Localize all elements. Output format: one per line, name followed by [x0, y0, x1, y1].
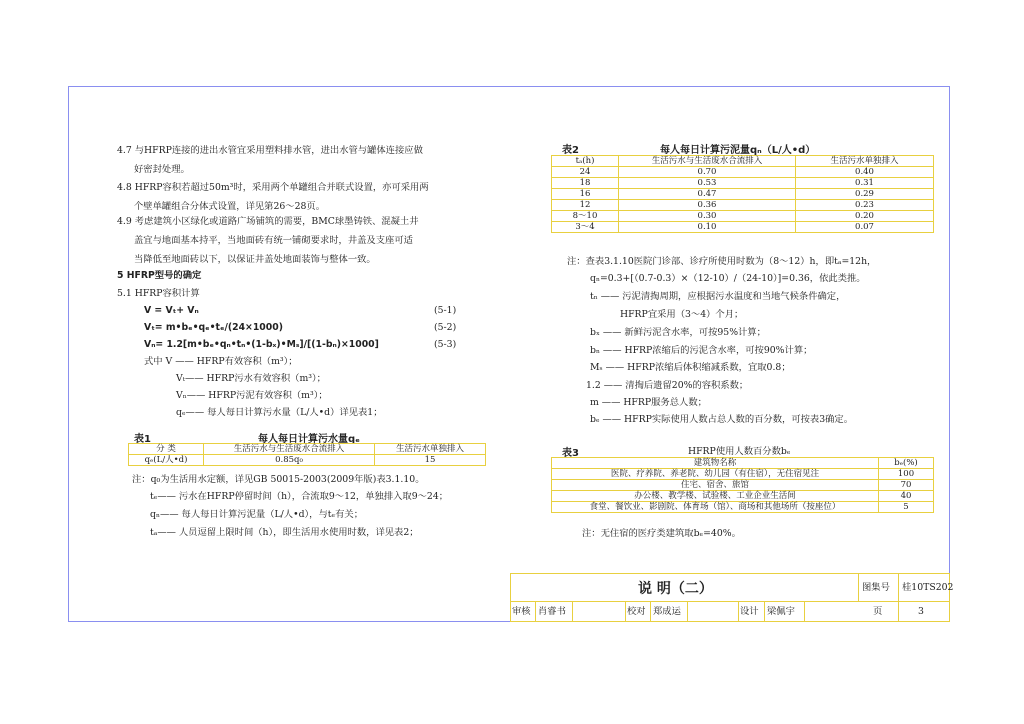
def-ms: Mₛ —— HFRP浓缩后体积缩减系数，宜取0.8； [590, 362, 791, 373]
table3-cell: 住宅、宿舍、旅馆 [552, 480, 879, 491]
note-table3: 注：无住宿的医疗类建筑取bₑ=40%。 [582, 528, 741, 539]
note-q0: 注：q₀为生活用水定额，详见GB 50015-2003(2009年版)表3.1.10。 [132, 474, 425, 485]
table2-header: 生活污水单独排入 [796, 156, 934, 167]
table2-cell: 0.30 [619, 211, 796, 222]
table2-header: 生活污水与生活废水合流排入 [619, 156, 796, 167]
title-block-divider [535, 601, 536, 622]
section-5-heading: 5 HFRP型号的确定 [117, 270, 202, 281]
table1-cell: 0.85q₀ [204, 455, 375, 466]
table1-header: 生活污水单独排入 [375, 444, 486, 455]
table2-label: 表2 [562, 145, 579, 156]
formula-5-2: Vₜ= m•bₑ•qₑ•tₑ/(24×1000) [144, 322, 283, 333]
def-v: 式中 V —— HFRP有效容积（m³）； [144, 356, 298, 367]
title-block-divider [572, 601, 573, 622]
table3-cell: 40 [879, 491, 934, 502]
table1-header: 生活污水与生活废水合流排入 [204, 444, 375, 455]
note-table2: 注：查表3.1.10医院门诊部、诊疗所使用时数为（8～12）h，即tₐ=12h， [567, 256, 877, 267]
formula-5-3-number: (5-3) [434, 339, 457, 350]
table3-label: 表3 [562, 448, 579, 459]
table2-cell: 0.07 [796, 222, 934, 233]
table3-cell: 100 [879, 469, 934, 480]
para-4-9: 4.9 考虑建筑小区绿化或道路广场铺筑的需要，BMC球墨铸铁、混凝土井 盖宜与地面基本持平，当地面砖有统一铺砌要求时，井盖及支座可适 当降低至地面砖以下，以保证井盖处地面装饰与整体一致。 [117, 216, 419, 265]
table2-cell: 16 [552, 189, 619, 200]
sheet-title: 说 明（二） [638, 581, 713, 597]
def-m: m —— HFRP服务总人数； [590, 397, 707, 408]
table3-header: bₑ(%) [879, 458, 934, 469]
section-5-1-heading: 5.1 HFRP容积计算 [117, 288, 200, 299]
table1-cell: 15 [375, 455, 486, 466]
designer-name: 梁佩宇 [767, 606, 795, 617]
def-qn: qₙ—— 每人每日计算污泥量（L/人•d），与tₑ有关； [150, 509, 363, 520]
formula-5-1: V = Vₜ+ Vₙ [144, 305, 199, 316]
table2-cell: 24 [552, 167, 619, 178]
table2 [551, 155, 934, 233]
table2-title: 每人每日计算污泥量qₙ（L/人•d） [660, 145, 816, 156]
page-label: 页 [873, 606, 883, 617]
table3 [551, 457, 934, 513]
calc-qn: qₙ=0.3+[（0.7-0.3）×（12-10）/（24-10）]=0.36，依此类推。 [590, 273, 866, 284]
review-label: 审核 [512, 606, 531, 617]
title-block-divider [625, 601, 626, 622]
formula-5-3: Vₙ= 1.2[m•bₑ•qₙ•tₙ•(1-bₓ)•Mₛ]/[(1-bₙ)×1000] [144, 339, 379, 350]
table1-cell: qₑ(L/人•d) [129, 455, 204, 466]
table3-cell: 70 [879, 480, 934, 491]
def-bx: bₓ —— 新鲜污泥含水率，可按95%计算； [590, 327, 766, 338]
title-block-divider [650, 601, 651, 622]
def-bf: bₑ —— HFRP实际使用人数占总人数的百分数，可按表3确定。 [590, 414, 854, 425]
table2-cell: 8～10 [552, 211, 619, 222]
table3-cell: 医院、疗养院、养老院、幼儿园（有住宿），无住宿见注 [552, 469, 879, 480]
table2-cell: 0.47 [619, 189, 796, 200]
formula-5-2-number: (5-2) [434, 322, 457, 333]
table1 [128, 443, 486, 466]
table3-cell: 食堂、餐饮业、影剧院、体育场（馆）、商场和其他场所（按座位） [552, 502, 879, 513]
table2-cell: 0.70 [619, 167, 796, 178]
def-1-2: 1.2 —— 清掏后遗留20%的容积系数； [586, 380, 749, 391]
def-tw: tₑ—— 污水在HFRP停留时间（h），合流取9～12，单独排入取9～24； [150, 491, 449, 502]
title-block-divider [898, 573, 899, 622]
table3-header: 建筑物名称 [552, 458, 879, 469]
table2-cell: 0.23 [796, 200, 934, 211]
table1-title: 每人每日计算污水量qₑ [258, 434, 360, 445]
table3-cell: 5 [879, 502, 934, 513]
table2-cell: 0.40 [796, 167, 934, 178]
title-block-divider [858, 573, 859, 601]
def-qw: qₑ—— 每人每日计算污水量（L/人•d）详见表1； [176, 407, 383, 418]
table2-cell: 0.31 [796, 178, 934, 189]
table2-cell: 0.10 [619, 222, 796, 233]
atlas-number: 桂10TS202 [902, 582, 954, 593]
para-4-8: 4.8 HFRP容积若超过50m³时，采用两个单罐组合并联式设置，亦可采用两 个壁单罐组合分体式设置，详见第26～28页。 [117, 182, 429, 212]
design-label: 设计 [740, 606, 759, 617]
table3-title: HFRP使用人数百分数bₑ [688, 446, 791, 457]
def-vw: Vₜ—— HFRP污水有效容积（m³）； [176, 373, 326, 384]
para-4-7: 4.7 与HFRP连接的进出水管宜采用塑料排水管，进出水管与罐体连接应做 好密封处理。 [117, 145, 423, 175]
def-tn-value: HFRP宜采用（3～4）个月； [620, 309, 744, 320]
check-label: 校对 [627, 606, 646, 617]
def-vn: Vₙ—— HFRP污泥有效容积（m³）； [176, 390, 328, 401]
table3-cell: 办公楼、教学楼、试验楼、工业企业生活间 [552, 491, 879, 502]
title-block-divider [510, 601, 950, 602]
checker-name: 郑成运 [653, 606, 681, 617]
def-tn: tₙ —— 污泥清掏周期，应根据污水温度和当地气候条件确定， [590, 291, 846, 302]
title-block-divider [764, 601, 765, 622]
atlas-label: 图集号 [862, 582, 890, 593]
table2-cell: 12 [552, 200, 619, 211]
table1-header: 分 类 [129, 444, 204, 455]
table2-cell: 0.36 [619, 200, 796, 211]
reviewer-name: 肖睿书 [538, 606, 566, 617]
def-bn: bₙ —— HFRP浓缩后的污泥含水率，可按90%计算； [590, 345, 813, 356]
title-block-divider [804, 601, 805, 622]
def-ta: tₐ—— 人员逗留上限时间（h），即生活用水使用时数，详见表2； [150, 527, 419, 538]
title-block [510, 573, 950, 622]
table2-header: tₐ(h) [552, 156, 619, 167]
table2-cell: 0.29 [796, 189, 934, 200]
title-block-divider [687, 601, 688, 622]
formula-5-1-number: (5-1) [434, 305, 457, 316]
page-number: 3 [918, 606, 924, 617]
table2-cell: 0.20 [796, 211, 934, 222]
title-block-divider [738, 601, 739, 622]
table1-label: 表1 [134, 434, 151, 445]
table2-cell: 18 [552, 178, 619, 189]
table2-cell: 0.53 [619, 178, 796, 189]
table2-cell: 3～4 [552, 222, 619, 233]
